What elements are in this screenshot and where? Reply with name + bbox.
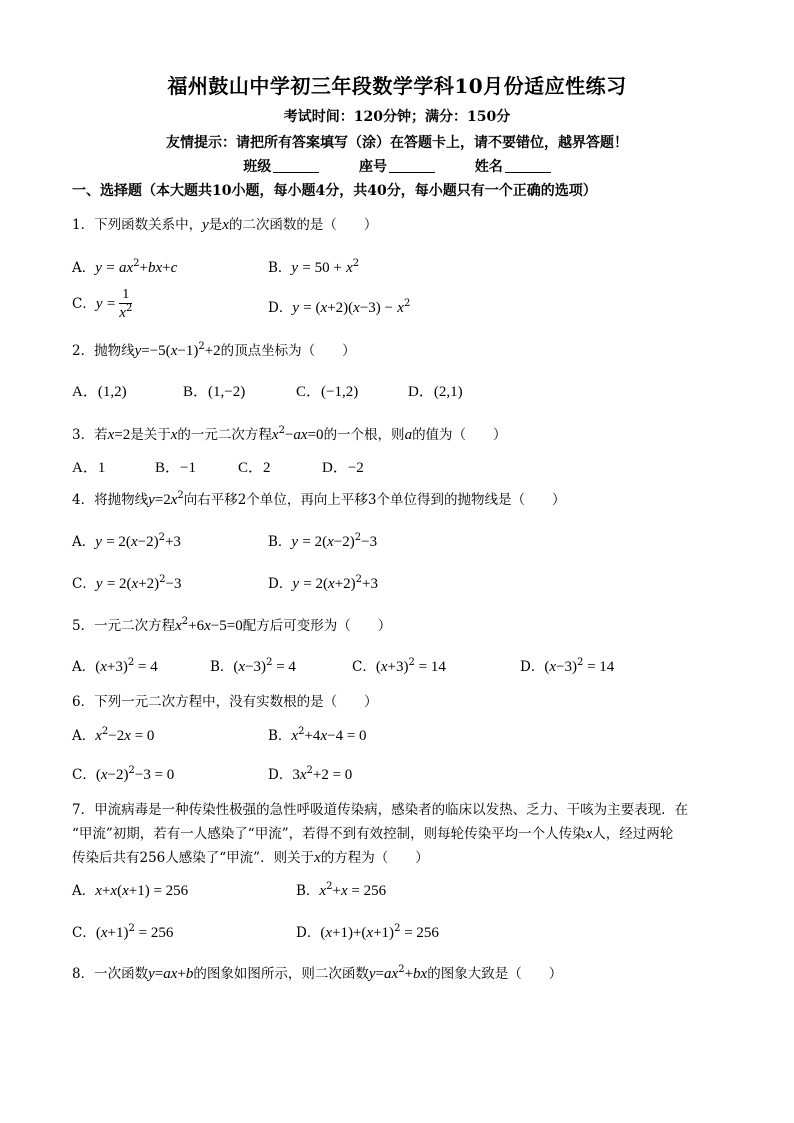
question-4-stem: 4．将抛物线$y=2x^2$向右平移2个单位，再向上平移3个单位得到的抛物线是（ ） — [72, 490, 566, 508]
q5-option-b[interactable]: B．$(x-3)^2 = 4$ — [210, 657, 296, 675]
question-7-line-3: 传染后共有256人感染了“甲流”．则关于x的方程为（ ） — [72, 850, 429, 866]
class-blank[interactable] — [273, 158, 319, 173]
student-info-row — [0, 156, 794, 176]
q6-option-b[interactable]: B．$x^2+4x-4 = 0$ — [268, 726, 367, 744]
q4-option-c[interactable]: C．$y = 2(x+2)^2-3$ — [72, 574, 182, 592]
class-label: 班级 — [243, 159, 272, 175]
q5-option-d[interactable]: D．$(x-3)^2 = 14$ — [520, 657, 615, 675]
q2-option-a[interactable]: A．(1,2) — [72, 384, 127, 400]
q2-option-d[interactable]: D．(2,1) — [408, 384, 463, 400]
q5-option-c[interactable]: C．$(x+3)^2 = 14$ — [352, 657, 446, 675]
seat-label: 座号 — [359, 159, 387, 175]
section-heading: 一、选择题（本大题共10小题，每小题4分，共40分，每小题只有一个正确的选项） — [72, 183, 597, 199]
exam-tip: 友情提示：请把所有答案填写（涂）在答题卡上，请不要错位，越界答题！ — [166, 135, 628, 151]
exam-title: 福州鼓山中学初三年段数学学科10月份适应性练习 — [167, 74, 627, 98]
q6-option-c[interactable]: C．$(x-2)^2-3 = 0$ — [72, 765, 175, 783]
question-2-stem: 2．抛物线$y=-5(x-1)^2+2$的顶点坐标为（ ） — [72, 341, 356, 359]
q7-option-b[interactable]: B．$x^2+x = 256$ — [296, 881, 387, 899]
question-8-stem: 8．一次函数y=ax+b的图象如图所示，则二次函数$y=ax^2+bx$的图象大致是（ ） — [72, 964, 563, 982]
q4-option-a[interactable]: A．$y = 2(x-2)^2+3$ — [72, 532, 181, 550]
question-6-stem: 6．下列一元二次方程中，没有实数根的是（ ） — [72, 694, 378, 710]
q4-option-d[interactable]: D．$y = 2(x+2)^2+3$ — [268, 574, 378, 592]
q3-option-a[interactable]: A．1 — [72, 460, 106, 476]
q1-option-a[interactable]: A．$y = ax^2+bx+c$ — [72, 258, 178, 276]
q1-option-b[interactable]: B．$y = 50 + x^2$ — [268, 258, 360, 276]
q1-option-c[interactable]: C．y = $\frac{1}{x^2}$ — [72, 287, 133, 321]
exam-info: 考试时间：120分钟；满分：150分 — [283, 109, 511, 125]
q7-option-c[interactable]: C．$(x+1)^2 = 256$ — [72, 923, 174, 941]
q7-option-a[interactable]: A．x+x(x+1) = 256 — [72, 883, 189, 899]
name-blank[interactable] — [505, 158, 551, 173]
question-5-stem: 5．一元二次方程$x^2+6x-5=0$配方后可变形为（ ） — [72, 616, 392, 634]
q6-option-a[interactable]: A．$x^2-2x = 0$ — [72, 726, 155, 744]
question-7-line-2: “甲流”初期，若有一人感染了“甲流”，若得不到有效控制，则每轮传染平均一个人传染x人，经过两轮 — [72, 826, 674, 842]
q3-option-d[interactable]: D．−2 — [322, 460, 364, 476]
q2-option-b[interactable]: B．(1,−2) — [183, 384, 246, 400]
question-1-stem: 1．下列函数关系中，y是x的二次函数的是（ ） — [72, 217, 378, 233]
question-3-stem: 3．若x=2是关于x的一元二次方程$x^2-ax=0$的一个根，则a的值为（ ） — [72, 425, 507, 443]
question-7-line-1: 7．甲流病毒是一种传染性极强的急性呼吸道传染病，感染者的临床以发热、乏力、干咳为主要表现．在 — [72, 802, 689, 818]
q5-option-a[interactable]: A．$(x+3)^2 = 4$ — [72, 657, 158, 675]
q3-option-c[interactable]: C．2 — [238, 460, 271, 476]
seat-blank[interactable] — [389, 158, 435, 173]
q2-option-c[interactable]: C．(−1,2) — [296, 384, 359, 400]
q6-option-d[interactable]: D．$3x^2+2 = 0$ — [268, 765, 353, 783]
q7-option-d[interactable]: D．$(x+1)+(x+1)^2 = 256$ — [296, 923, 439, 941]
q1-option-d[interactable]: D．$y = (x+2)(x-3) - x^2$ — [268, 298, 411, 316]
q3-option-b[interactable]: B．−1 — [155, 460, 196, 476]
q4-option-b[interactable]: B．$y = 2(x-2)^2-3$ — [268, 532, 378, 550]
name-label: 姓名 — [474, 159, 503, 175]
